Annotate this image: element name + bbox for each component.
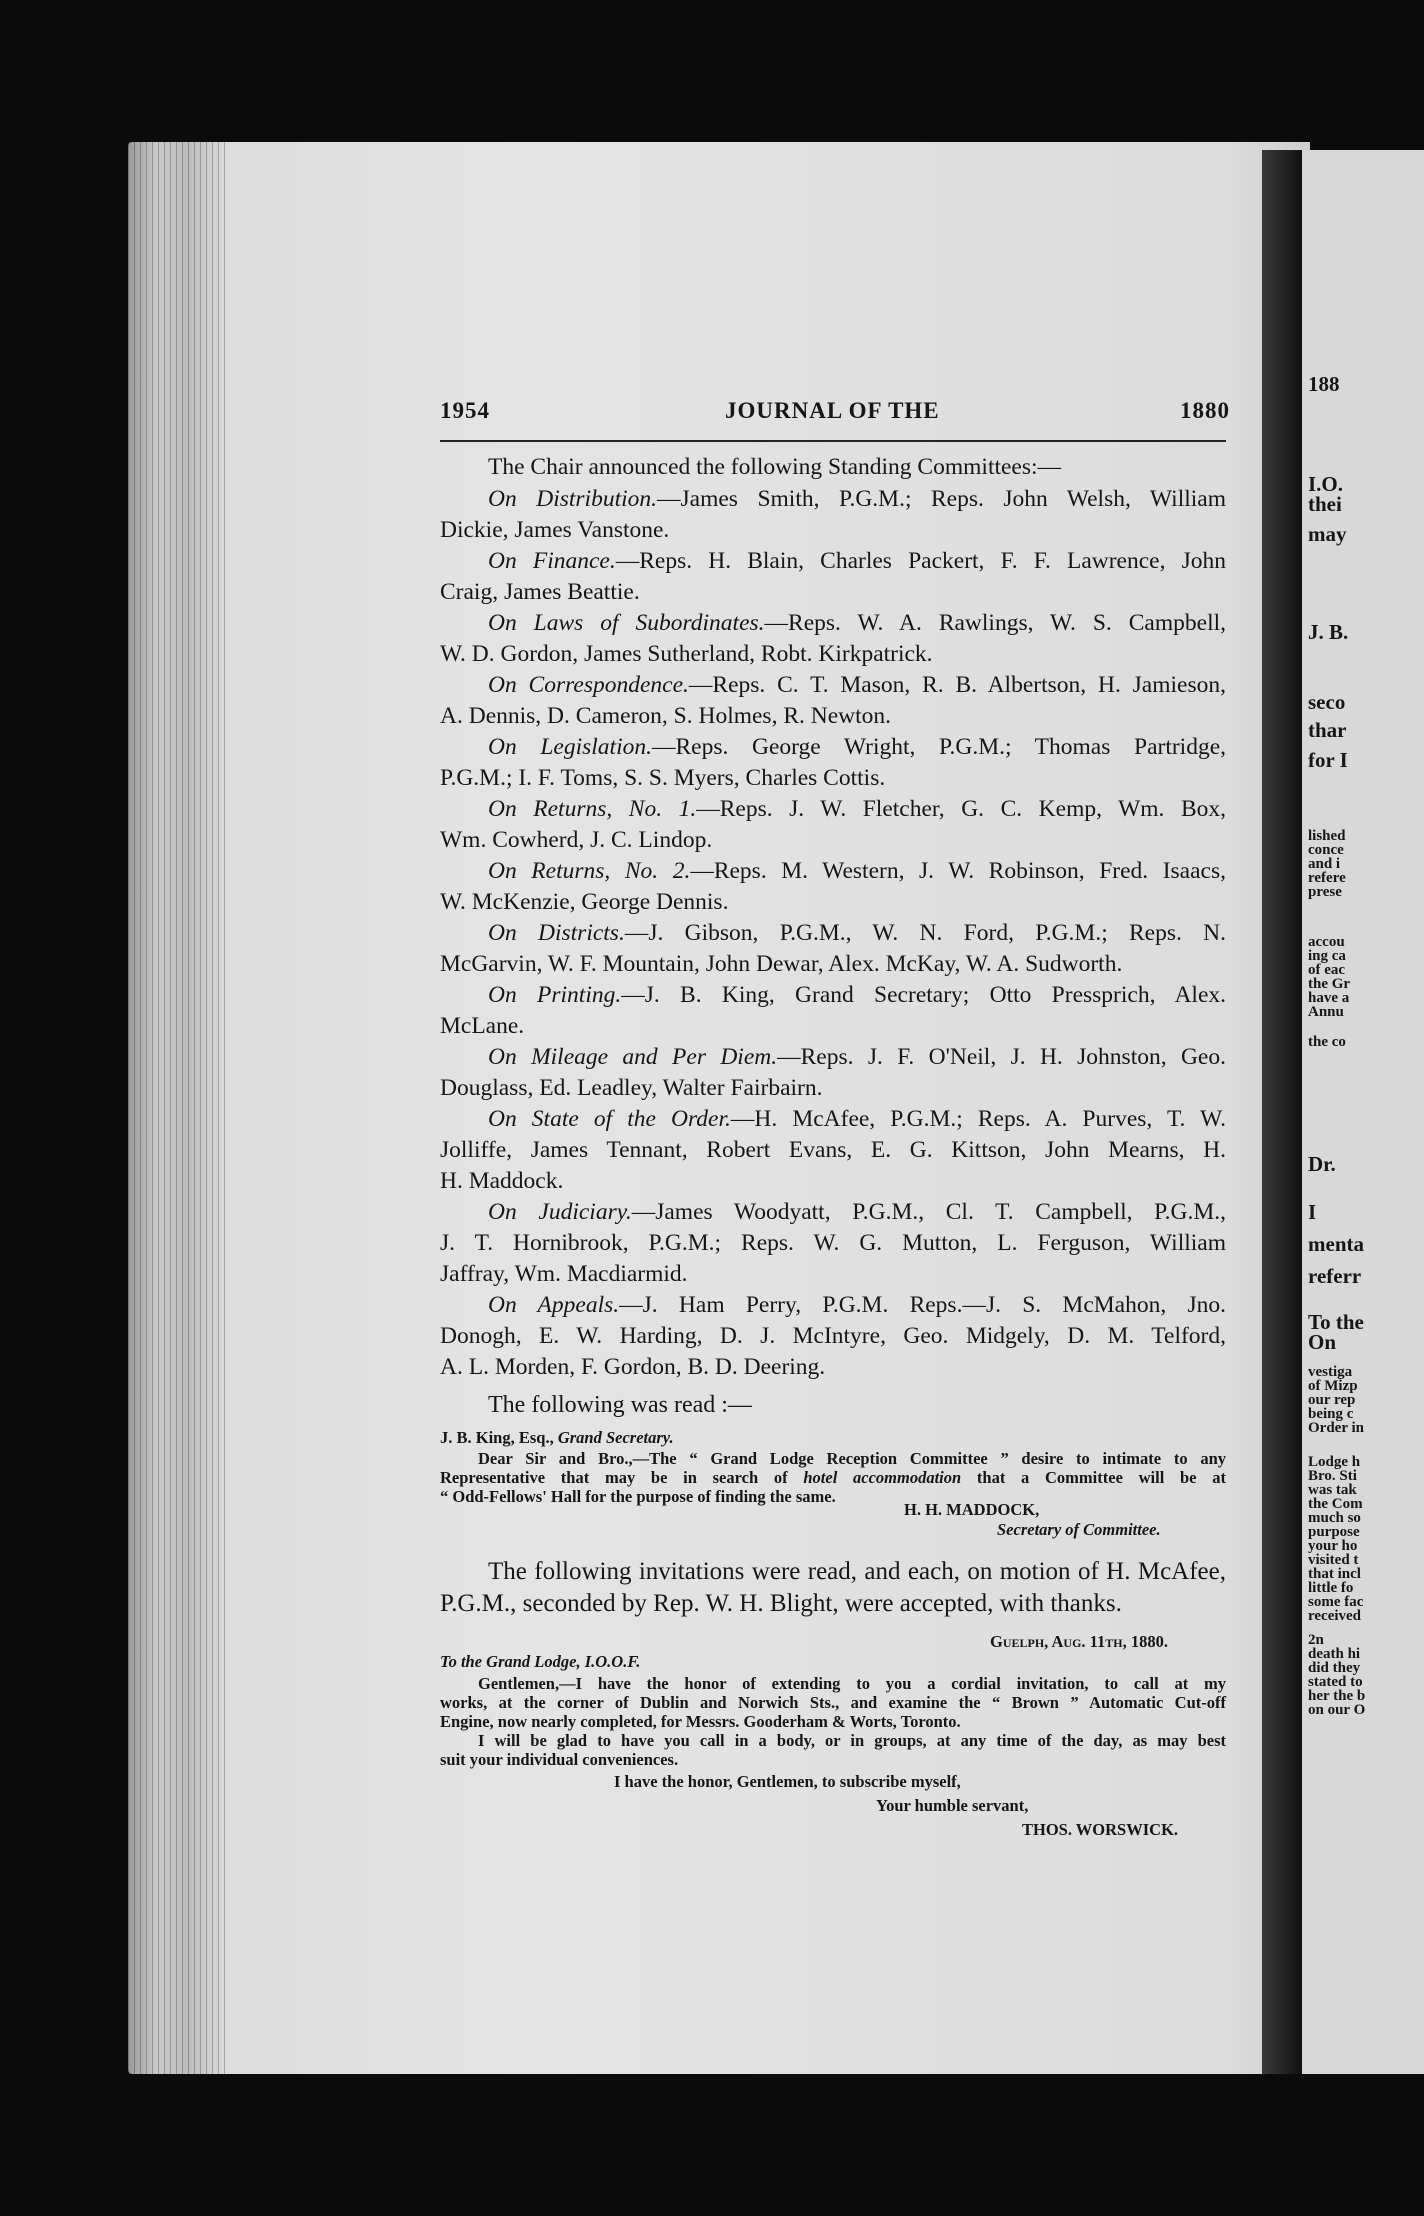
committee-entry: [488, 856, 1226, 886]
committee-name: On Finance.: [488, 548, 616, 574]
adjacent-page-text: much so: [1308, 1510, 1361, 1526]
committee-entry-continued: H. Maddock.: [440, 1168, 564, 1194]
committee-members: —J. B. King, Grand Secretary; Otto Pressprich, Alex.: [621, 982, 1226, 1008]
committee-entry: [488, 732, 1226, 762]
committee-members: —Reps. M. Western, J. W. Robinson, Fred. Isaacs,: [690, 858, 1226, 884]
adjacent-page-text: received: [1308, 1608, 1362, 1624]
committee-members: —J. Gibson, P.G.M., W. N. Ford, P.G.M.; Reps. N.: [624, 920, 1226, 946]
committee-entry-continued: W. D. Gordon, James Sutherland, Robt. Kirkpatrick.: [440, 641, 933, 667]
committee-entry-continued: Dickie, James Vanstone.: [440, 517, 670, 543]
page-edges: [128, 142, 228, 2074]
adjacent-page-text: may: [1308, 522, 1347, 546]
committee-entry-continued: J. T. Hornibrook, P.G.M.; Reps. W. G. Mutton, L. Ferguson, William: [440, 1230, 1226, 1256]
read-intro: The following was read :—: [488, 1392, 752, 1418]
adjacent-page-text: seco: [1308, 690, 1346, 714]
committee-entry-continued: McGarvin, W. F. Mountain, John Dewar, Alex. McKay, W. A. Sudworth.: [440, 951, 1123, 977]
letter2-line: works, at the corner of Dublin and Norwich Sts., and examine the “ Brown ” Automatic Cut-off: [440, 1693, 1226, 1712]
letter2-line: suit your individual conveniences.: [440, 1750, 679, 1769]
committee-entry: [488, 608, 1226, 638]
committee-entry-continued: A. Dennis, D. Cameron, S. Holmes, R. Newton.: [440, 703, 892, 729]
adjacent-page-text: accou: [1308, 934, 1345, 950]
letter2-line: Engine, now nearly completed, for Messrs. Gooderham & Worts, Toronto.: [440, 1712, 961, 1731]
committee-name: On State of the Order.: [488, 1106, 731, 1132]
committee-entry-continued: Jaffray, Wm. Macdiarmid.: [440, 1261, 688, 1287]
committee-entry: [488, 484, 1226, 514]
header-year: 1880: [1180, 398, 1230, 423]
adjacent-page-text: purpose: [1308, 1524, 1360, 1540]
letter1-line: “ Odd-Fellows' Hall for the purpose of finding the same.: [440, 1487, 836, 1506]
adjacent-page-text: I: [1308, 1200, 1317, 1224]
journal-title: JOURNAL OF THE: [725, 398, 940, 423]
committee-entry-continued: Donogh, E. W. Harding, D. J. McIntyre, Geo. Midgely, D. M. Telford,: [440, 1323, 1226, 1349]
letter1-line: Representative that may be in search of hotel accommodation that a Committee will be at: [440, 1468, 1226, 1487]
letter2-dateline: Guelph, Aug. 11th, 1880.: [990, 1632, 1168, 1651]
adjacent-page-text: refere: [1308, 870, 1346, 886]
committee-entry: [488, 1042, 1226, 1072]
adjacent-page-text: on our O: [1308, 1702, 1366, 1718]
letter2-closing: Your humble servant,: [876, 1796, 1029, 1815]
adjacent-page-text: thei: [1308, 492, 1342, 516]
committee-entry: [488, 918, 1226, 948]
adjacent-page-text: for I: [1308, 748, 1348, 772]
adjacent-page-text: Bro. Sti: [1308, 1468, 1357, 1484]
committee-entry: [488, 1290, 1226, 1320]
adjacent-page-text: J. B.: [1308, 620, 1349, 644]
adjacent-page-text: Lodge h: [1308, 1454, 1361, 1470]
adjacent-page-text: thar: [1308, 718, 1347, 742]
committee-members: —Reps. C. T. Mason, R. B. Albertson, H. Jamieson,: [688, 672, 1226, 698]
adjacent-page-text: the Gr: [1308, 976, 1351, 992]
adjacent-page-text: ing ca: [1308, 948, 1346, 964]
invitations-text: P.G.M., seconded by Rep. W. H. Blight, were accepted, with thanks.: [440, 1590, 1122, 1617]
committee-name: On Districts.: [488, 920, 625, 946]
adjacent-page-text: little fo: [1308, 1580, 1354, 1596]
letter2-line: Gentlemen,—I have the honor of extending to you a cordial invitation, to call at my: [478, 1674, 1226, 1693]
committee-entry-continued: Douglass, Ed. Leadley, Walter Fairbairn.: [440, 1075, 823, 1101]
header-rule: [440, 440, 1226, 442]
adjacent-page-text: referr: [1308, 1264, 1362, 1288]
committee-name: On Returns, No. 2.: [488, 858, 691, 884]
adjacent-page-text: To the: [1308, 1310, 1364, 1334]
adjacent-page-text: Order in: [1308, 1420, 1364, 1436]
committee-name: On Judiciary.: [488, 1199, 632, 1225]
committee-name: On Returns, No. 1.: [488, 796, 697, 822]
adjacent-page-text: stated to: [1308, 1674, 1363, 1690]
committee-entry-continued: W. McKenzie, George Dennis.: [440, 889, 729, 915]
adjacent-page-text: being c: [1308, 1406, 1354, 1422]
adjacent-page-text: and i: [1308, 856, 1341, 872]
letter2-line: I will be glad to have you call in a body, or in groups, at any time of the day, as may best: [478, 1731, 1226, 1750]
adjacent-page-text: On: [1308, 1330, 1337, 1354]
letter1-addressee: J. B. King, Esq., Grand Secretary.: [440, 1428, 674, 1447]
intro-text: The Chair announced the following Standing Committees:—: [488, 454, 1062, 480]
adjacent-page-text: 2n: [1308, 1632, 1324, 1648]
committee-name: On Distribution.: [488, 486, 658, 512]
committee-members: —Reps. J. W. Fletcher, G. C. Kemp, Wm. Box,: [696, 796, 1227, 822]
committee-name: On Printing.: [488, 982, 622, 1008]
adjacent-page-text: menta: [1308, 1232, 1364, 1256]
committee-entry-continued: Wm. Cowherd, J. C. Lindop.: [440, 827, 713, 853]
page-number: 1954: [440, 398, 490, 423]
adjacent-page-text: prese: [1308, 884, 1342, 900]
committee-members: —Reps. W. A. Rawlings, W. S. Campbell,: [764, 610, 1227, 636]
adjacent-page-text: your ho: [1308, 1538, 1358, 1554]
committee-members: —H. McAfee, P.G.M.; Reps. A. Purves, T. W.: [730, 1106, 1226, 1132]
committee-entry-continued: P.G.M.; I. F. Toms, S. S. Myers, Charles Cottis.: [440, 765, 886, 791]
adjacent-page-text: the Com: [1308, 1496, 1363, 1512]
adjacent-page-text: I.O.: [1308, 472, 1344, 496]
committee-members: —Reps. H. Blain, Charles Packert, F. F. Lawrence, John: [615, 548, 1226, 574]
committee-entry-continued: Craig, James Beattie.: [440, 579, 640, 605]
committee-entry-continued: McLane.: [440, 1013, 525, 1039]
adjacent-page-text: visited t: [1308, 1552, 1359, 1568]
adjacent-page-text: have a: [1308, 990, 1350, 1006]
committee-members: —Reps. J. F. O'Neil, J. H. Johnston, Geo.: [777, 1044, 1226, 1070]
committee-entry: [488, 670, 1226, 700]
letter2-closing: I have the honor, Gentlemen, to subscribe myself,: [614, 1772, 961, 1791]
adjacent-page-text: Dr.: [1308, 1152, 1336, 1176]
adjacent-page-text: that incl: [1308, 1566, 1361, 1582]
adjacent-page-text: was tak: [1308, 1482, 1357, 1498]
letter1-signature-title: Secretary of Committee.: [997, 1520, 1161, 1539]
adjacent-page-text: of eac: [1308, 962, 1346, 978]
committee-entry: [488, 1104, 1226, 1134]
invitations-text: The following invitations were read, and each, on motion of H. McAfee,: [488, 1558, 1226, 1585]
committee-entry-continued: Jolliffe, James Tennant, Robert Evans, E. G. Kittson, John Mearns, H.: [440, 1137, 1226, 1163]
book-gutter: [1262, 150, 1302, 2074]
adjacent-page-text: death hi: [1308, 1646, 1361, 1662]
committee-name: On Legislation.: [488, 734, 652, 760]
running-header: [440, 398, 1230, 438]
adjacent-page-text: some fac: [1308, 1594, 1364, 1610]
letter1-line: Dear Sir and Bro.,—The “ Grand Lodge Reception Committee ” desire to intimate to any: [478, 1449, 1226, 1468]
committee-entry: [488, 546, 1226, 576]
adjacent-page-text: conce: [1308, 842, 1344, 858]
adjacent-page-text: our rep: [1308, 1392, 1356, 1408]
letter1-signature-name: H. H. MADDOCK,: [904, 1500, 1040, 1519]
committee-entry: [488, 1197, 1226, 1227]
committee-members: —J. Ham Perry, P.G.M. Reps.—J. S. McMahon, Jno.: [619, 1292, 1226, 1318]
committee-members: —Reps. George Wright, P.G.M.; Thomas Partridge,: [651, 734, 1227, 760]
adjacent-page: [1302, 150, 1424, 2074]
letter2-to: To the Grand Lodge, I.O.O.F.: [440, 1652, 641, 1671]
adjacent-page-text: of Mizp: [1308, 1378, 1358, 1394]
adjacent-page-text: 188: [1308, 372, 1340, 396]
letter2-signature: THOS. WORSWICK.: [1022, 1820, 1179, 1839]
committee-name: On Mileage and Per Diem.: [488, 1044, 778, 1070]
committee-members: —James Smith, P.G.M.; Reps. John Welsh, William: [657, 486, 1226, 512]
adjacent-page-text: did they: [1308, 1660, 1361, 1676]
committee-name: On Correspondence.: [488, 672, 689, 698]
committee-entry-continued: A. L. Morden, F. Gordon, B. D. Deering.: [440, 1354, 826, 1380]
adjacent-page-text: lished: [1308, 828, 1346, 844]
adjacent-page-text: the co: [1308, 1034, 1346, 1050]
adjacent-page-text: vestiga: [1308, 1364, 1353, 1380]
adjacent-page-text: Annu: [1308, 1004, 1344, 1020]
adjacent-page-text: her the b: [1308, 1688, 1366, 1704]
committee-entry: [488, 980, 1226, 1010]
committee-members: —James Woodyatt, P.G.M., Cl. T. Campbell, P.G.M.,: [631, 1199, 1227, 1225]
committee-entry: [488, 794, 1226, 824]
committee-name: On Laws of Subordinates.: [488, 610, 765, 636]
committee-name: On Appeals.: [488, 1292, 620, 1318]
